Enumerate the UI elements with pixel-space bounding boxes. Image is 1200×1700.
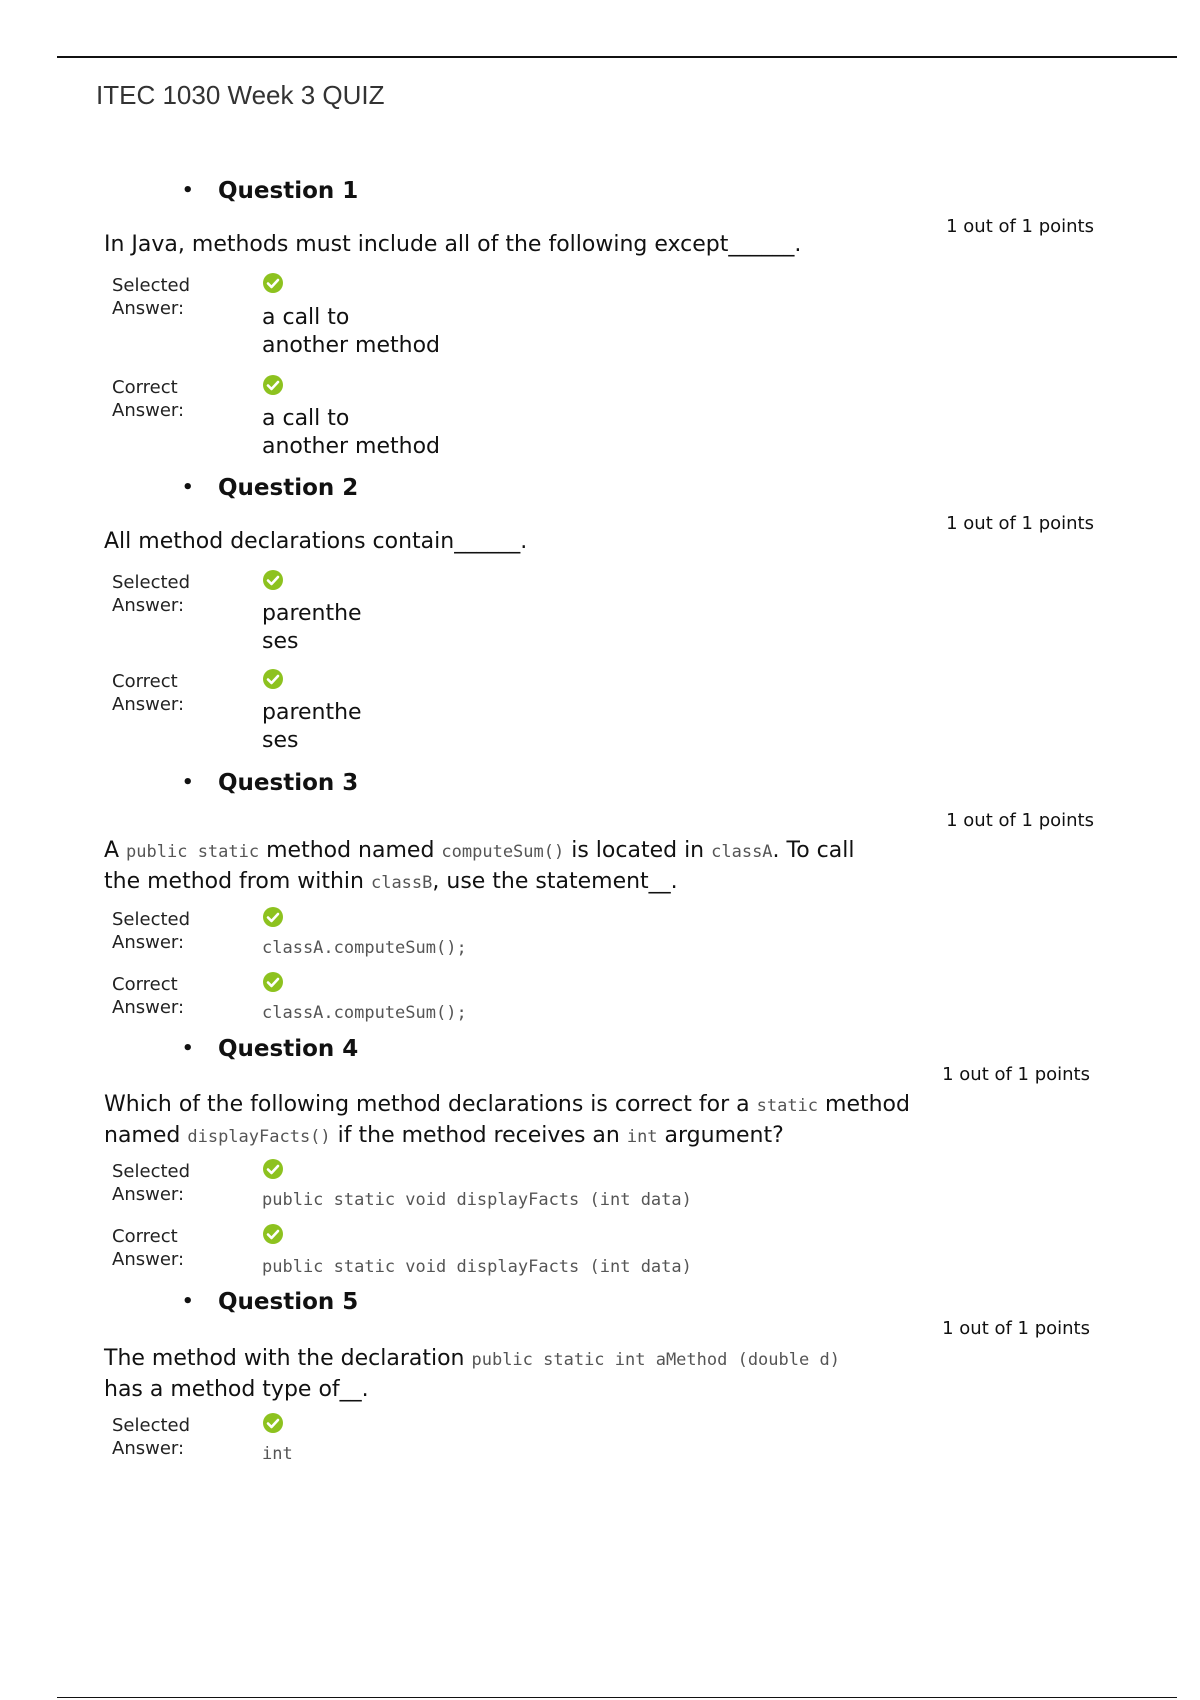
correct-answer-label: Correct Answer: bbox=[112, 377, 185, 421]
points-score: 1 out of 1 points bbox=[946, 216, 1094, 237]
top-rule bbox=[57, 56, 1177, 58]
selected-answer-text: classA.computeSum(); bbox=[262, 938, 467, 958]
check-icon bbox=[262, 1412, 284, 1434]
correct-answer-text: parenthe ses bbox=[262, 700, 362, 753]
question-heading: • Question 4 bbox=[182, 1036, 359, 1062]
selected-answer-label: Selected Answer: bbox=[112, 1415, 191, 1459]
correct-answer-text: classA.computeSum(); bbox=[262, 1003, 467, 1023]
question-prompt: The method with the declaration public static int aMethod (double d) has a method type of__. bbox=[104, 1346, 840, 1402]
check-icon bbox=[262, 1158, 284, 1180]
points-score: 1 out of 1 points bbox=[946, 810, 1094, 831]
points-score: 1 out of 1 points bbox=[942, 1064, 1090, 1085]
points-score: 1 out of 1 points bbox=[942, 1318, 1090, 1339]
selected-answer-text: int bbox=[262, 1444, 293, 1464]
selected-answer-text: public static void displayFacts (int data) bbox=[262, 1190, 692, 1210]
selected-answer-text: parenthe ses bbox=[262, 601, 362, 654]
check-icon bbox=[262, 374, 284, 396]
points-score: 1 out of 1 points bbox=[946, 513, 1094, 534]
question-prompt: A public static method named computeSum() is located in classA. To call the method from within classB, use the statement__. bbox=[104, 838, 855, 894]
check-icon bbox=[262, 569, 284, 591]
selected-answer-label: Selected Answer: bbox=[112, 275, 191, 319]
correct-answer-text: a call to another method bbox=[262, 406, 440, 459]
check-icon bbox=[262, 906, 284, 928]
correct-answer-label: Correct Answer: bbox=[112, 671, 185, 715]
check-icon bbox=[262, 272, 284, 294]
question-heading: • Question 3 bbox=[182, 770, 359, 796]
question-prompt: In Java, methods must include all of the following except______. bbox=[104, 232, 802, 257]
bottom-rule bbox=[57, 1697, 1177, 1698]
correct-answer-label: Correct Answer: bbox=[112, 1226, 185, 1270]
selected-answer-label: Selected Answer: bbox=[112, 1161, 191, 1205]
question-prompt: All method declarations contain______. bbox=[104, 529, 528, 554]
correct-answer-label: Correct Answer: bbox=[112, 974, 185, 1018]
check-icon bbox=[262, 971, 284, 993]
check-icon bbox=[262, 668, 284, 690]
question-prompt: Which of the following method declarations is correct for a static method named displayFacts() if the method receives an int argument? bbox=[104, 1092, 910, 1148]
question-heading: • Question 1 bbox=[182, 178, 359, 204]
question-heading: • Question 2 bbox=[182, 475, 359, 501]
check-icon bbox=[262, 1223, 284, 1245]
selected-answer-text: a call to another method bbox=[262, 305, 440, 358]
selected-answer-label: Selected Answer: bbox=[112, 572, 191, 616]
question-heading: • Question 5 bbox=[182, 1289, 359, 1315]
correct-answer-text: public static void displayFacts (int data) bbox=[262, 1257, 692, 1277]
page-title: ITEC 1030 Week 3 QUIZ bbox=[96, 80, 385, 110]
selected-answer-label: Selected Answer: bbox=[112, 909, 191, 953]
